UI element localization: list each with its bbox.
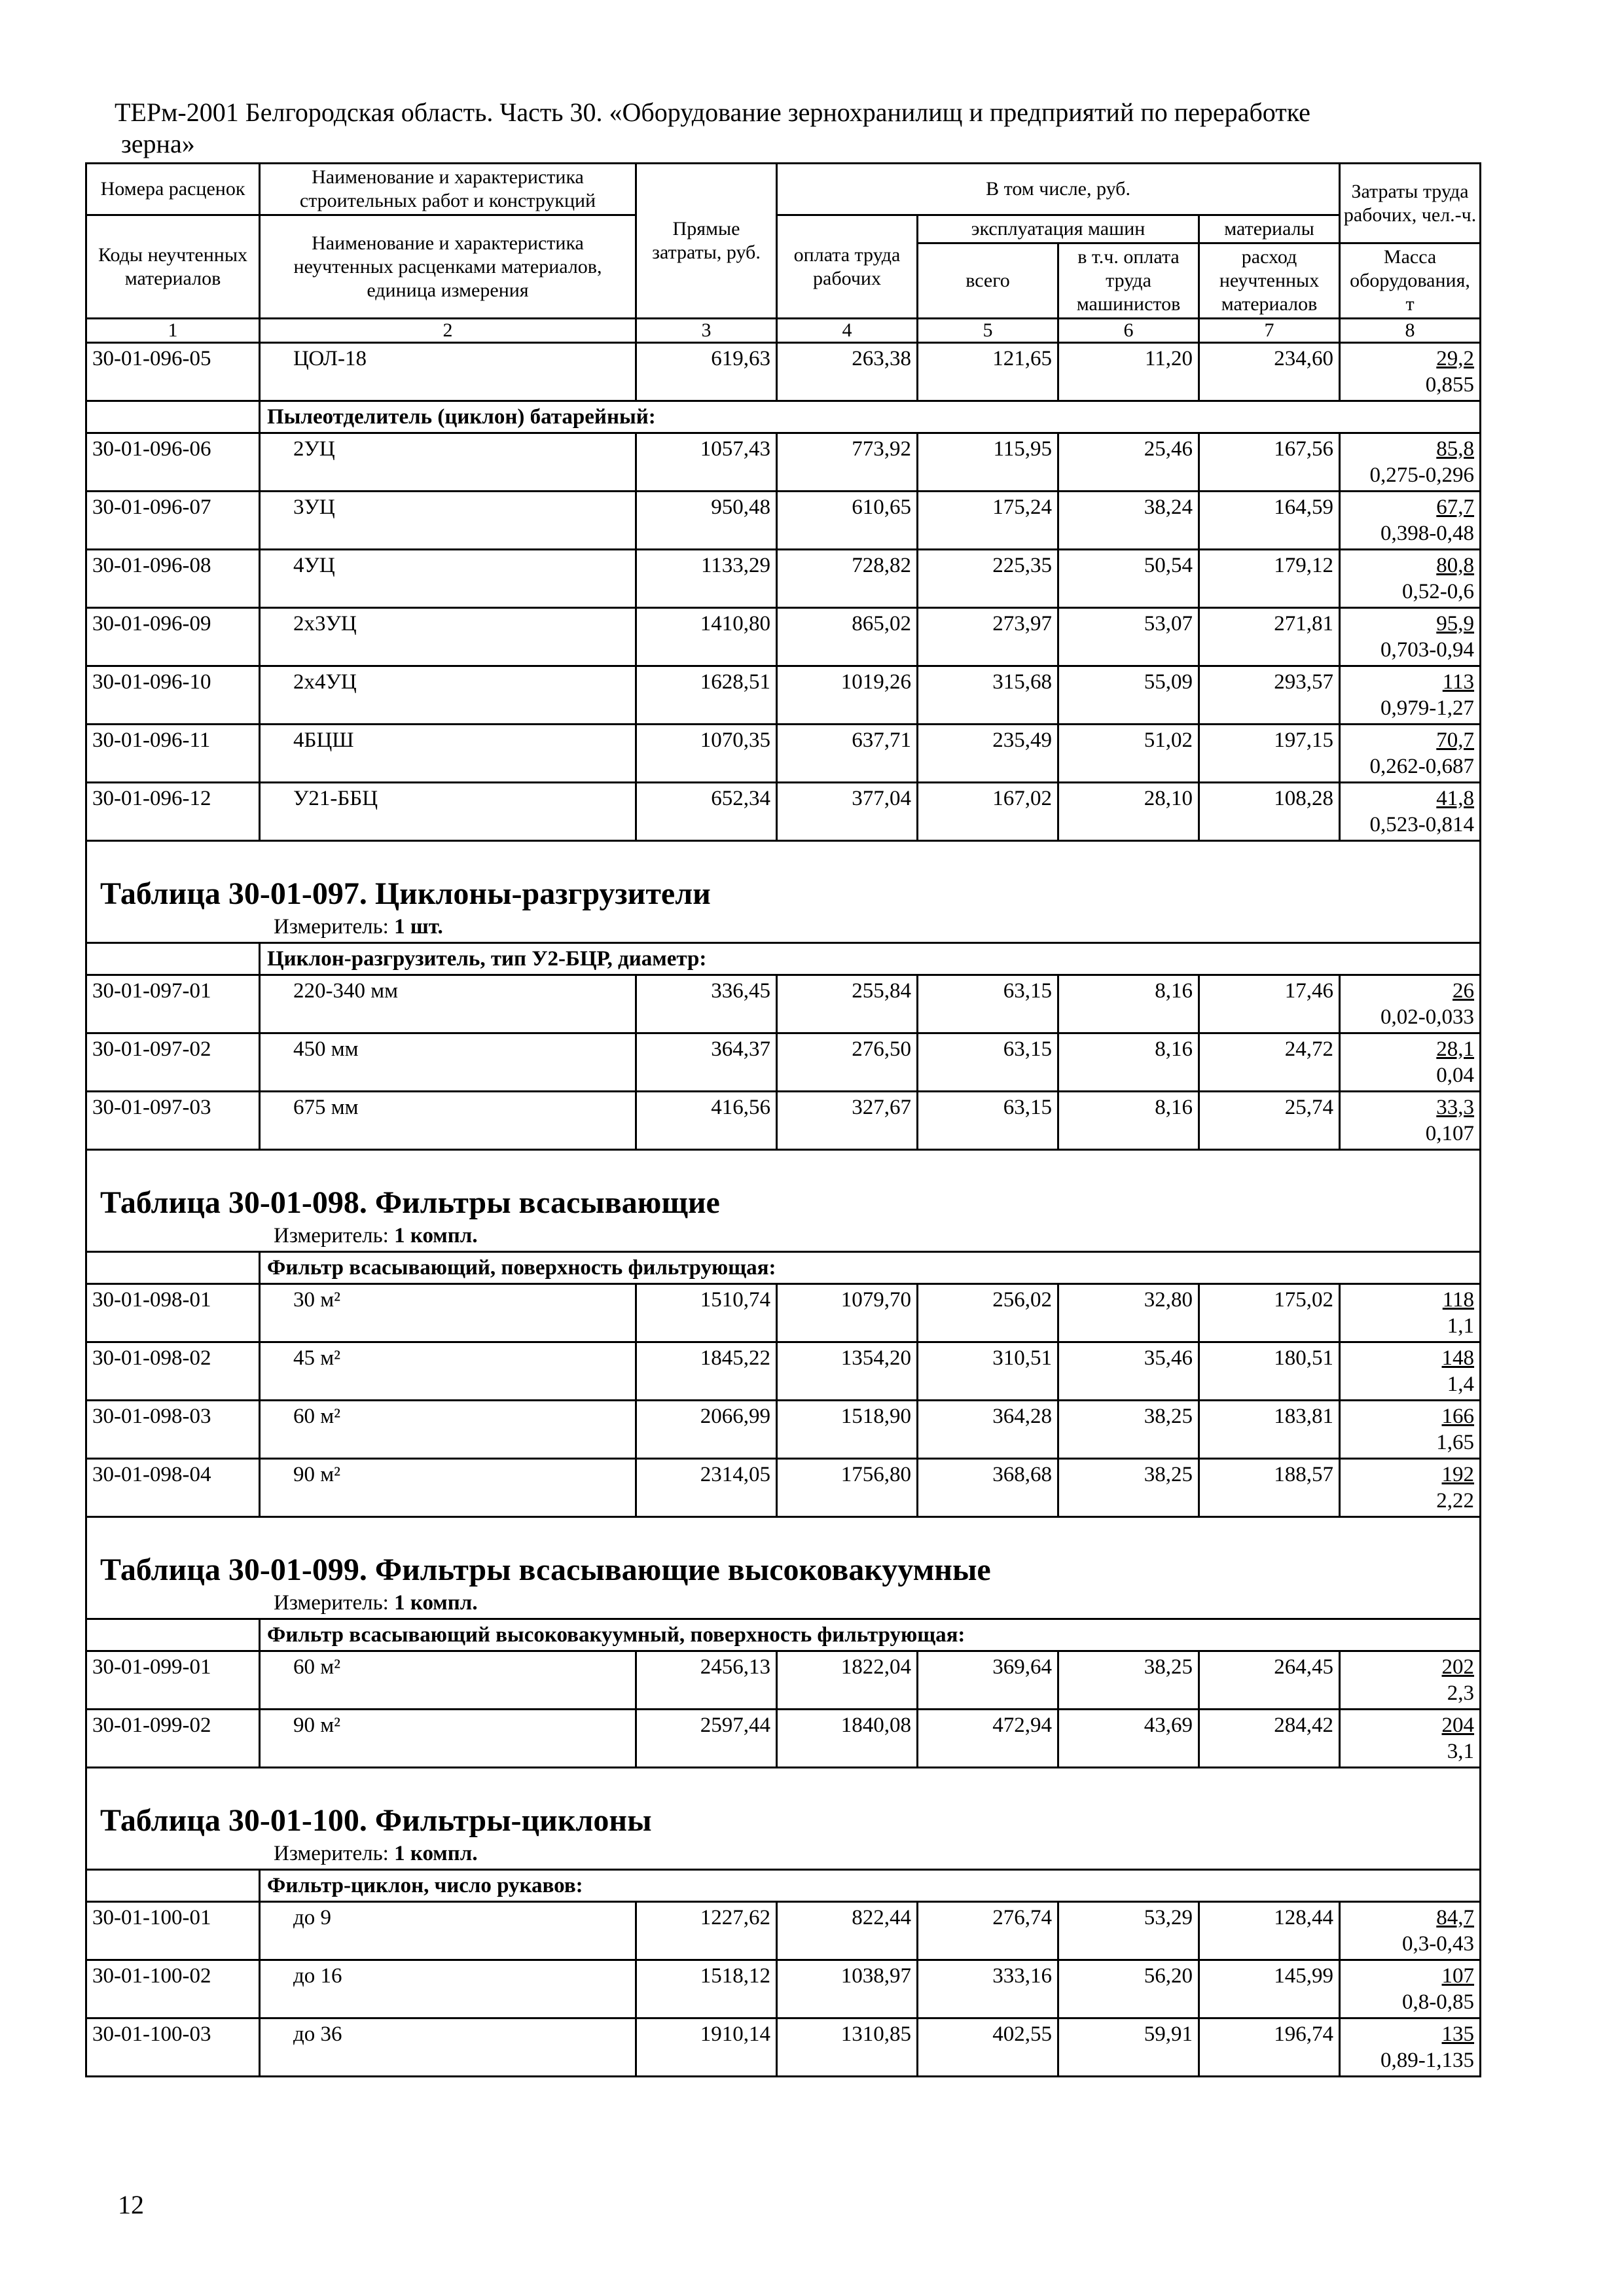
labor-mass-cell — [1340, 343, 1481, 401]
labor-mass-cell — [1340, 608, 1481, 666]
rate-mat: 145,99 — [1199, 1960, 1340, 2018]
rate-labor: 637,71 — [777, 725, 918, 783]
rate-mat: 128,44 — [1199, 1902, 1340, 1960]
section-title: Таблица 30-01-098. Фильтры всасывающие — [100, 1185, 720, 1220]
measure-value: 1 компл. — [394, 1591, 478, 1615]
labor-hours: 113 — [1442, 670, 1475, 694]
rate-mach-labor: 35,46 — [1058, 1342, 1199, 1401]
rate-mat: 284,42 — [1199, 1710, 1340, 1768]
table-row — [86, 1342, 1481, 1401]
rate-labor: 327,67 — [777, 1092, 918, 1150]
section-heading — [86, 1768, 1481, 1841]
equipment-mass: 1,1 — [1447, 1314, 1475, 1338]
rate-code: 30-01-096-10 — [86, 666, 260, 725]
rate-direct: 364,37 — [636, 1033, 777, 1092]
table-row — [86, 1284, 1481, 1342]
equipment-mass: 2,22 — [1436, 1489, 1475, 1513]
rate-mat: 183,81 — [1199, 1401, 1340, 1459]
measure-unit — [86, 1223, 1481, 1252]
labor-mass-cell — [1340, 1401, 1481, 1459]
rate-mach-labor: 56,20 — [1058, 1960, 1199, 2018]
rate-name: до 9 — [260, 1902, 636, 1960]
table-row — [86, 492, 1481, 550]
rate-name: до 16 — [260, 1960, 636, 2018]
col-incl-header: В том числе, руб. — [777, 164, 1340, 215]
rate-direct: 1410,80 — [636, 608, 777, 666]
rate-mach-labor: 51,02 — [1058, 725, 1199, 783]
header-line-1: ТЕРм-2001 Белгородская область. Часть 30. «Оборудование зернохранилищ и предприятий по переработке — [115, 98, 1310, 127]
group-spacer — [86, 401, 260, 433]
col-mach-total-header: всего — [918, 243, 1058, 319]
measure-label: Измеритель: — [274, 1224, 389, 1247]
rate-mach-labor: 11,20 — [1058, 343, 1199, 401]
rate-mach: 121,65 — [918, 343, 1058, 401]
rate-labor: 773,92 — [777, 433, 918, 492]
rate-labor: 1079,70 — [777, 1284, 918, 1342]
rate-name: 90 м² — [260, 1710, 636, 1768]
rate-code: 30-01-097-03 — [86, 1092, 260, 1150]
rate-labor: 276,50 — [777, 1033, 918, 1092]
equipment-mass: 0,02-0,033 — [1380, 1005, 1475, 1029]
rate-mat: 197,15 — [1199, 725, 1340, 783]
labor-hours: 41,8 — [1436, 787, 1475, 810]
rate-mach: 225,35 — [918, 550, 1058, 608]
rate-mach-labor: 8,16 — [1058, 1092, 1199, 1150]
header-row-2 — [86, 215, 1481, 243]
rate-direct: 1910,14 — [636, 2018, 777, 2077]
rate-mach-labor: 55,09 — [1058, 666, 1199, 725]
rate-code: 30-01-097-02 — [86, 1033, 260, 1092]
rate-code: 30-01-098-01 — [86, 1284, 260, 1342]
labor-hours: 202 — [1441, 1655, 1475, 1679]
measure-label: Измеритель: — [274, 915, 389, 939]
col-codes-header: Номера расценок — [86, 164, 260, 215]
col-labor-header: оплата труда рабочих — [777, 215, 918, 319]
group-title: Пылеотделитель (циклон) батарейный: — [260, 401, 1481, 433]
rate-mat: 108,28 — [1199, 783, 1340, 841]
rate-labor: 1822,04 — [777, 1651, 918, 1710]
rate-code: 30-01-096-09 — [86, 608, 260, 666]
labor-mass-cell — [1340, 1033, 1481, 1092]
col-number: 2 — [260, 319, 636, 343]
labor-hours: 107 — [1441, 1964, 1475, 1988]
rate-mach: 175,24 — [918, 492, 1058, 550]
equipment-mass: 0,855 — [1425, 373, 1475, 397]
rate-name: 4БЦШ — [260, 725, 636, 783]
equipment-mass: 0,107 — [1425, 1122, 1475, 1145]
rate-code: 30-01-100-01 — [86, 1902, 260, 1960]
equipment-mass: 0,52-0,6 — [1402, 580, 1475, 603]
rate-direct: 416,56 — [636, 1092, 777, 1150]
rate-labor: 1038,97 — [777, 1960, 918, 2018]
rate-mach-labor: 38,24 — [1058, 492, 1199, 550]
rate-mach-labor: 43,69 — [1058, 1710, 1199, 1768]
labor-hours: 135 — [1441, 2022, 1475, 2046]
rate-mat: 179,12 — [1199, 550, 1340, 608]
page-number: 12 — [118, 2190, 144, 2219]
rate-name: ЦОЛ-18 — [260, 343, 636, 401]
rate-code: 30-01-096-11 — [86, 725, 260, 783]
rates-table — [85, 162, 1481, 2077]
rate-mat: 271,81 — [1199, 608, 1340, 666]
rate-labor: 1756,80 — [777, 1459, 918, 1517]
rate-direct: 1057,43 — [636, 433, 777, 492]
labor-hours: 204 — [1441, 1713, 1475, 1737]
rate-mat: 264,45 — [1199, 1651, 1340, 1710]
section-heading-row — [86, 841, 1481, 914]
measure-row — [86, 1223, 1481, 1252]
measure-label: Измеритель: — [274, 1842, 389, 1865]
col-number: 6 — [1058, 319, 1199, 343]
rate-mach: 235,49 — [918, 725, 1058, 783]
rate-name: 675 мм — [260, 1092, 636, 1150]
rate-mach: 310,51 — [918, 1342, 1058, 1401]
col-mat-name-header: Наименование и характеристика неучтенных расценками материалов, единица измерения — [260, 215, 636, 319]
rate-mach-labor: 38,25 — [1058, 1459, 1199, 1517]
rate-mach-labor: 8,16 — [1058, 975, 1199, 1033]
measure-row — [86, 914, 1481, 943]
rate-mach-labor: 25,46 — [1058, 433, 1199, 492]
labor-mass-cell — [1340, 975, 1481, 1033]
section-heading — [86, 1517, 1481, 1590]
rate-mach: 276,74 — [918, 1902, 1058, 1960]
rate-mach: 368,68 — [918, 1459, 1058, 1517]
table-row — [86, 433, 1481, 492]
labor-mass-cell — [1340, 1710, 1481, 1768]
measure-unit — [86, 1590, 1481, 1619]
rate-mat: 17,46 — [1199, 975, 1340, 1033]
rate-mach: 333,16 — [918, 1960, 1058, 2018]
rate-direct: 1227,62 — [636, 1902, 777, 1960]
rate-labor: 610,65 — [777, 492, 918, 550]
equipment-mass: 1,4 — [1447, 1372, 1475, 1396]
rate-labor: 1310,85 — [777, 2018, 918, 2077]
labor-mass-cell — [1340, 433, 1481, 492]
rate-direct: 1510,74 — [636, 1284, 777, 1342]
table-row — [86, 1902, 1481, 1960]
rate-code: 30-01-100-03 — [86, 2018, 260, 2077]
table-row — [86, 783, 1481, 841]
col-number: 1 — [86, 319, 260, 343]
labor-mass-cell — [1340, 2018, 1481, 2077]
labor-mass-cell — [1340, 725, 1481, 783]
rate-name: 2УЦ — [260, 433, 636, 492]
labor-mass-cell — [1340, 550, 1481, 608]
rate-name: 30 м² — [260, 1284, 636, 1342]
section-heading — [86, 1150, 1481, 1223]
table-row — [86, 1459, 1481, 1517]
rate-mat: 293,57 — [1199, 666, 1340, 725]
rate-mach: 273,97 — [918, 608, 1058, 666]
measure-value: 1 компл. — [394, 1224, 478, 1247]
labor-mass-cell — [1340, 1651, 1481, 1710]
labor-hours: 148 — [1441, 1346, 1475, 1370]
rate-mach: 63,15 — [918, 1033, 1058, 1092]
table-row — [86, 343, 1481, 401]
header-line-2: зерна» — [121, 129, 195, 158]
rate-code: 30-01-096-06 — [86, 433, 260, 492]
rate-mach-labor: 8,16 — [1058, 1033, 1199, 1092]
rate-name: 90 м² — [260, 1459, 636, 1517]
measure-value: 1 шт. — [394, 915, 443, 939]
rate-name: 60 м² — [260, 1401, 636, 1459]
rate-code: 30-01-098-03 — [86, 1401, 260, 1459]
column-numbers-row — [86, 319, 1481, 343]
rate-direct: 1133,29 — [636, 550, 777, 608]
equipment-mass: 0,523-0,814 — [1369, 813, 1475, 836]
labor-hours: 29,2 — [1436, 347, 1475, 370]
rate-name: до 36 — [260, 2018, 636, 2077]
equipment-mass: 0,275-0,296 — [1369, 463, 1475, 487]
group-spacer — [86, 1252, 260, 1284]
rate-direct: 336,45 — [636, 975, 777, 1033]
rate-mach-labor: 38,25 — [1058, 1401, 1199, 1459]
rate-mat: 164,59 — [1199, 492, 1340, 550]
table-row — [86, 2018, 1481, 2077]
labor-mass-cell — [1340, 1092, 1481, 1150]
table-row — [86, 1960, 1481, 2018]
col-mass-header: Масса оборудования, т — [1340, 243, 1481, 319]
measure-unit — [86, 1840, 1481, 1870]
rate-name: 3УЦ — [260, 492, 636, 550]
rate-name: 2х3УЦ — [260, 608, 636, 666]
rate-mat: 180,51 — [1199, 1342, 1340, 1401]
table-row — [86, 725, 1481, 783]
rate-mat: 175,02 — [1199, 1284, 1340, 1342]
rate-code: 30-01-096-07 — [86, 492, 260, 550]
rate-direct: 1845,22 — [636, 1342, 777, 1401]
col-number: 8 — [1340, 319, 1481, 343]
header-row-1 — [86, 164, 1481, 215]
rate-mat: 24,72 — [1199, 1033, 1340, 1092]
equipment-mass: 0,703-0,94 — [1380, 638, 1475, 662]
equipment-mass: 1,65 — [1436, 1431, 1475, 1454]
page-header — [115, 97, 1437, 160]
labor-mass-cell — [1340, 1902, 1481, 1960]
rate-code: 30-01-099-01 — [86, 1651, 260, 1710]
rate-direct: 1070,35 — [636, 725, 777, 783]
group-row — [86, 1619, 1481, 1651]
rate-labor: 1019,26 — [777, 666, 918, 725]
group-spacer — [86, 943, 260, 975]
rate-mach: 364,28 — [918, 1401, 1058, 1459]
equipment-mass: 0,89-1,135 — [1380, 2049, 1475, 2072]
rate-labor: 865,02 — [777, 608, 918, 666]
rate-labor: 728,82 — [777, 550, 918, 608]
measure-row — [86, 1590, 1481, 1619]
rate-code: 30-01-100-02 — [86, 1960, 260, 2018]
table-row — [86, 1033, 1481, 1092]
rate-mach-labor: 59,91 — [1058, 2018, 1199, 2077]
equipment-mass: 0,398-0,48 — [1380, 522, 1475, 545]
col-mach-labor-header: в т.ч. оплата труда машинистов — [1058, 243, 1199, 319]
rate-labor: 1518,90 — [777, 1401, 918, 1459]
group-title: Фильтр всасывающий, поверхность фильтрующая: — [260, 1252, 1481, 1284]
rate-direct: 2597,44 — [636, 1710, 777, 1768]
col-mach-header: эксплуатация машин — [918, 215, 1199, 243]
group-title: Фильтр всасывающий высоковакуумный, поверхность фильтрующая: — [260, 1619, 1481, 1651]
table-row — [86, 1651, 1481, 1710]
section-title: Таблица 30-01-100. Фильтры-циклоны — [100, 1803, 652, 1838]
rate-name: У21-ББЦ — [260, 783, 636, 841]
rate-mach-labor: 32,80 — [1058, 1284, 1199, 1342]
rate-name: 220-340 мм — [260, 975, 636, 1033]
rate-labor: 377,04 — [777, 783, 918, 841]
rate-mach: 315,68 — [918, 666, 1058, 725]
rate-mach: 115,95 — [918, 433, 1058, 492]
labor-hours: 70,7 — [1436, 728, 1475, 752]
group-row — [86, 1870, 1481, 1902]
rate-direct: 1628,51 — [636, 666, 777, 725]
rate-direct: 619,63 — [636, 343, 777, 401]
rate-code: 30-01-096-08 — [86, 550, 260, 608]
section-heading — [86, 841, 1481, 914]
table-row — [86, 550, 1481, 608]
group-spacer — [86, 1870, 260, 1902]
rate-labor: 822,44 — [777, 1902, 918, 1960]
labor-mass-cell — [1340, 666, 1481, 725]
labor-mass-cell — [1340, 1459, 1481, 1517]
col-mat-codes-header: Коды неучтенных материалов — [86, 215, 260, 319]
col-number: 5 — [918, 319, 1058, 343]
rate-name: 45 м² — [260, 1342, 636, 1401]
rate-mach: 256,02 — [918, 1284, 1058, 1342]
rate-name: 60 м² — [260, 1651, 636, 1710]
group-spacer — [86, 1619, 260, 1651]
rate-mat: 196,74 — [1199, 2018, 1340, 2077]
rate-mat: 234,60 — [1199, 343, 1340, 401]
rate-mach-labor: 53,07 — [1058, 608, 1199, 666]
rate-direct: 652,34 — [636, 783, 777, 841]
rate-code: 30-01-099-02 — [86, 1710, 260, 1768]
labor-mass-cell — [1340, 1284, 1481, 1342]
labor-hours: 28,1 — [1436, 1037, 1475, 1061]
measure-row — [86, 1840, 1481, 1870]
group-title: Циклон-разгрузитель, тип У2-БЦР, диаметр: — [260, 943, 1481, 975]
rate-labor: 1840,08 — [777, 1710, 918, 1768]
table-row — [86, 666, 1481, 725]
section-title: Таблица 30-01-097. Циклоны-разгрузители — [100, 876, 711, 911]
rate-labor: 255,84 — [777, 975, 918, 1033]
labor-hours: 118 — [1442, 1288, 1475, 1312]
rate-name: 450 мм — [260, 1033, 636, 1092]
equipment-mass: 0,262-0,687 — [1369, 755, 1475, 778]
rate-mat: 25,74 — [1199, 1092, 1340, 1150]
rate-labor: 1354,20 — [777, 1342, 918, 1401]
rate-labor: 263,38 — [777, 343, 918, 401]
rate-mach-labor: 28,10 — [1058, 783, 1199, 841]
rate-code: 30-01-096-12 — [86, 783, 260, 841]
labor-mass-cell — [1340, 492, 1481, 550]
rate-mach: 402,55 — [918, 2018, 1058, 2077]
rate-code: 30-01-098-04 — [86, 1459, 260, 1517]
group-row — [86, 401, 1481, 433]
labor-mass-cell — [1340, 1342, 1481, 1401]
section-heading-row — [86, 1768, 1481, 1841]
rate-mach: 369,64 — [918, 1651, 1058, 1710]
rate-code: 30-01-098-02 — [86, 1342, 260, 1401]
col-hours-header: Затраты труда рабочих, чел.-ч. — [1340, 164, 1481, 243]
col-name-header: Наименование и характеристика строительных работ и конструкций — [260, 164, 636, 215]
group-title: Фильтр-циклон, число рукавов: — [260, 1870, 1481, 1902]
table-row — [86, 1710, 1481, 1768]
labor-hours: 33,3 — [1436, 1096, 1475, 1119]
table-row — [86, 975, 1481, 1033]
col-materials-header: материалы — [1199, 215, 1340, 243]
col-number: 3 — [636, 319, 777, 343]
labor-hours: 85,8 — [1436, 437, 1475, 461]
col-mat-use-header: расход неучтенных материалов — [1199, 243, 1340, 319]
rate-mach-labor: 38,25 — [1058, 1651, 1199, 1710]
rate-direct: 2066,99 — [636, 1401, 777, 1459]
rate-name: 4УЦ — [260, 550, 636, 608]
rate-mach: 63,15 — [918, 1092, 1058, 1150]
labor-mass-cell — [1340, 1960, 1481, 2018]
group-row — [86, 1252, 1481, 1284]
col-direct-header: Прямые затраты, руб. — [636, 164, 777, 319]
labor-hours: 67,7 — [1436, 495, 1475, 519]
rate-mat: 167,56 — [1199, 433, 1340, 492]
equipment-mass: 0,04 — [1436, 1064, 1475, 1087]
rate-mat: 188,57 — [1199, 1459, 1340, 1517]
rate-direct: 2456,13 — [636, 1651, 777, 1710]
rate-code: 30-01-097-01 — [86, 975, 260, 1033]
rate-direct: 2314,05 — [636, 1459, 777, 1517]
rate-direct: 1518,12 — [636, 1960, 777, 2018]
labor-hours: 95,9 — [1436, 612, 1475, 636]
labor-hours: 80,8 — [1436, 554, 1475, 577]
rate-name: 2х4УЦ — [260, 666, 636, 725]
table-row — [86, 1092, 1481, 1150]
labor-hours: 84,7 — [1436, 1906, 1475, 1929]
rate-mach-labor: 53,29 — [1058, 1902, 1199, 1960]
rate-code: 30-01-096-05 — [86, 343, 260, 401]
labor-mass-cell — [1340, 783, 1481, 841]
equipment-mass: 0,3-0,43 — [1402, 1932, 1475, 1956]
equipment-mass: 0,8-0,85 — [1402, 1990, 1475, 2014]
equipment-mass: 3,1 — [1447, 1740, 1475, 1763]
rate-mach: 167,02 — [918, 783, 1058, 841]
rate-mach: 63,15 — [918, 975, 1058, 1033]
rate-mach-labor: 50,54 — [1058, 550, 1199, 608]
col-number: 4 — [777, 319, 918, 343]
section-heading-row — [86, 1517, 1481, 1590]
rate-mach: 472,94 — [918, 1710, 1058, 1768]
labor-hours: 166 — [1441, 1405, 1475, 1428]
measure-unit — [86, 914, 1481, 943]
section-heading-row — [86, 1150, 1481, 1223]
labor-hours: 26 — [1453, 979, 1475, 1003]
measure-label: Измеритель: — [274, 1591, 389, 1615]
table-row — [86, 1401, 1481, 1459]
table-row — [86, 608, 1481, 666]
equipment-mass: 2,3 — [1447, 1681, 1475, 1705]
group-row — [86, 943, 1481, 975]
section-title: Таблица 30-01-099. Фильтры всасывающие высоковакуумные — [100, 1552, 991, 1587]
measure-value: 1 компл. — [394, 1842, 478, 1865]
labor-hours: 192 — [1441, 1463, 1475, 1486]
rate-direct: 950,48 — [636, 492, 777, 550]
col-number: 7 — [1199, 319, 1340, 343]
equipment-mass: 0,979-1,27 — [1380, 696, 1475, 720]
